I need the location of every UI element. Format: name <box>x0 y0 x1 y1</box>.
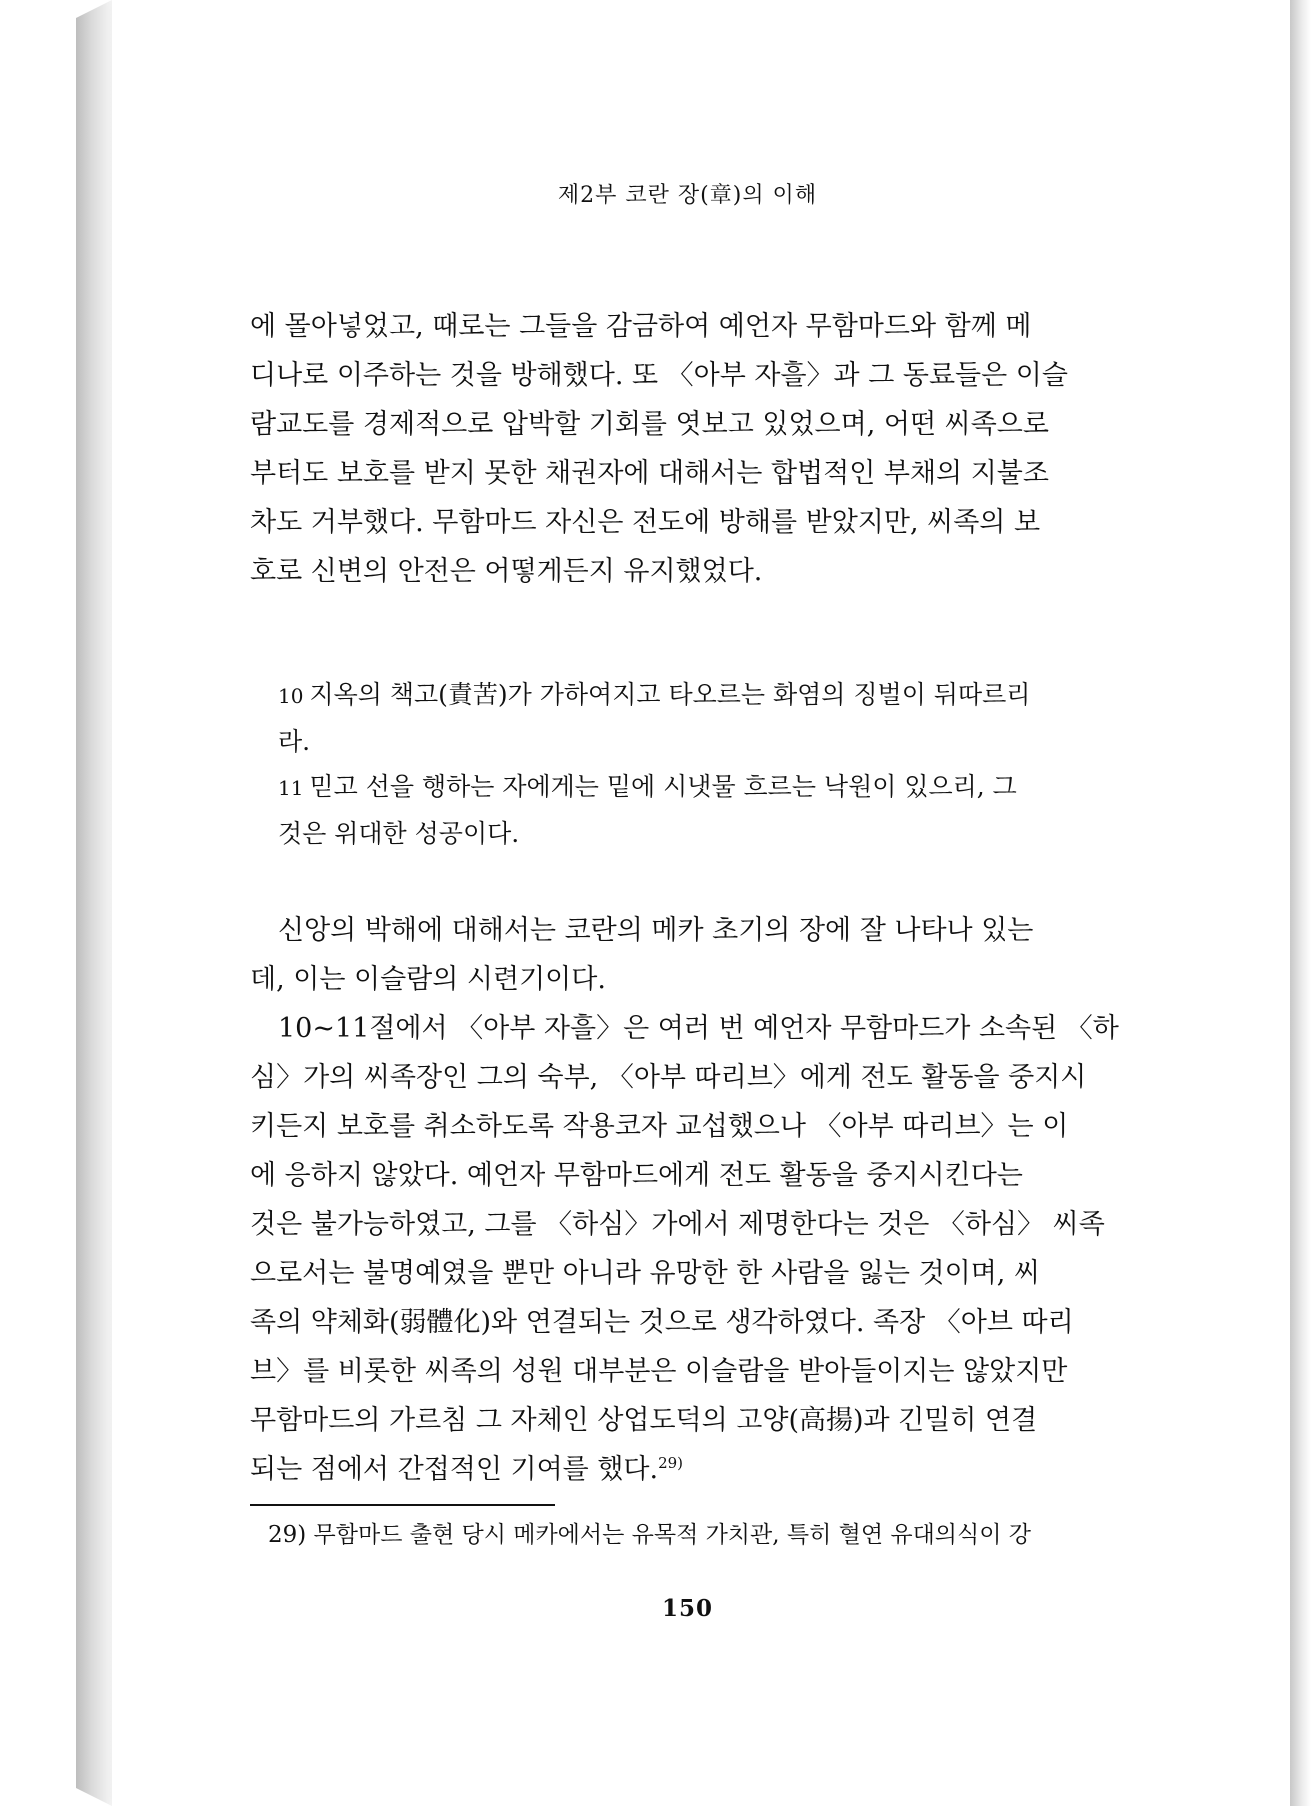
text-line: 데, 이는 이슬람의 시련기이다. <box>250 964 606 995</box>
text-line: 10~11절에서 〈아부 자흘〉은 여러 번 예언자 무함마드가 소속된 〈하 <box>278 1013 1119 1044</box>
verse-line: 10 지옥의 책고(責苦)가 가하여지고 타오르는 화염의 징벌이 뒤따르리 <box>278 680 1031 709</box>
body-paragraph-1 <box>250 906 1125 1004</box>
text-line: 것은 불가능하였고, 그를 〈하심〉가에서 제명한다는 것은 〈하심〉 씨족 <box>250 1209 1105 1240</box>
text-line: 에 몰아넣었고, 때로는 그들을 감금하여 예언자 무함마드와 함께 메 <box>250 311 1032 342</box>
text-line: 디나로 이주하는 것을 방해했다. 또 〈아부 자흘〉과 그 동료들은 이슬 <box>250 360 1068 391</box>
text-line: 심〉가의 씨족장인 그의 숙부, 〈아부 따리브〉에게 전도 활동을 중지시 <box>250 1062 1087 1093</box>
page-right-edge <box>1290 0 1311 1806</box>
text-line: 호로 신변의 안전은 어떻게든지 유지했었다. <box>250 556 763 587</box>
text-line: 키든지 보호를 취소하도록 작용코자 교섭했으나 〈아부 따리브〉는 이 <box>250 1111 1069 1142</box>
text-line: 족의 약체화(弱體化)와 연결되는 것으로 생각하였다. 족장 〈아브 따리 <box>250 1307 1074 1338</box>
footnote-reference[interactable]: 29) <box>658 1454 684 1472</box>
verse-number: 10 <box>278 684 304 708</box>
text-line: 신앙의 박해에 대해서는 코란의 메카 초기의 장에 잘 나타나 있는 <box>278 915 1034 946</box>
verse-line: 라. <box>278 727 311 756</box>
text-line: 에 응하지 않았다. 예언자 무함마드에게 전도 활동을 중지시킨다는 <box>250 1160 1023 1191</box>
verse-number: 11 <box>278 776 304 800</box>
text-line: 되는 점에서 간접적인 기여를 했다.$^{29)}$ <box>250 1454 684 1485</box>
body-paragraph-2 <box>250 1004 1125 1494</box>
body-paragraph-top <box>250 302 1125 596</box>
quran-verse-10 <box>278 672 1125 764</box>
text-line: 무함마드의 가르침 그 자체인 상업도덕의 고양(高揚)과 긴밀히 연결 <box>250 1405 1038 1436</box>
quran-verse-11 <box>278 764 1125 856</box>
text-line: 차도 거부했다. 무함마드 자신은 전도에 방해를 받았지만, 씨족의 보 <box>250 507 1041 538</box>
spine-top-corner <box>76 0 112 18</box>
footnote-text: 29) 무함마드 출현 당시 메카에서는 유목적 가치관, 특히 혈연 유대의식이 강 <box>268 1522 1031 1548</box>
spine-bottom-corner <box>76 1788 112 1806</box>
verse-line: 것은 위대한 성공이다. <box>278 819 520 848</box>
book-spine <box>76 0 112 1806</box>
running-head: 제2부 코란 장(章)의 이해 <box>557 183 818 208</box>
footnote-divider <box>250 1504 555 1506</box>
verse-line: 11 믿고 선을 행하는 자에게는 밑에 시냇물 흐르는 낙원이 있으리, 그 <box>278 772 1017 801</box>
page-number: 150 <box>661 1595 713 1622</box>
text-line: 으로서는 불명예였을 뿐만 아니라 유망한 한 사람을 잃는 것이며, 씨 <box>250 1258 1041 1289</box>
text-line: 부터도 보호를 받지 못한 채권자에 대해서는 합법적인 부채의 지불조 <box>250 458 1049 489</box>
text-line: 람교도를 경제적으로 압박할 기회를 엿보고 있었으며, 어떤 씨족으로 <box>250 409 1049 440</box>
text-line: 브〉를 비롯한 씨족의 성원 대부분은 이슬람을 받아들이지는 않았지만 <box>250 1356 1068 1387</box>
